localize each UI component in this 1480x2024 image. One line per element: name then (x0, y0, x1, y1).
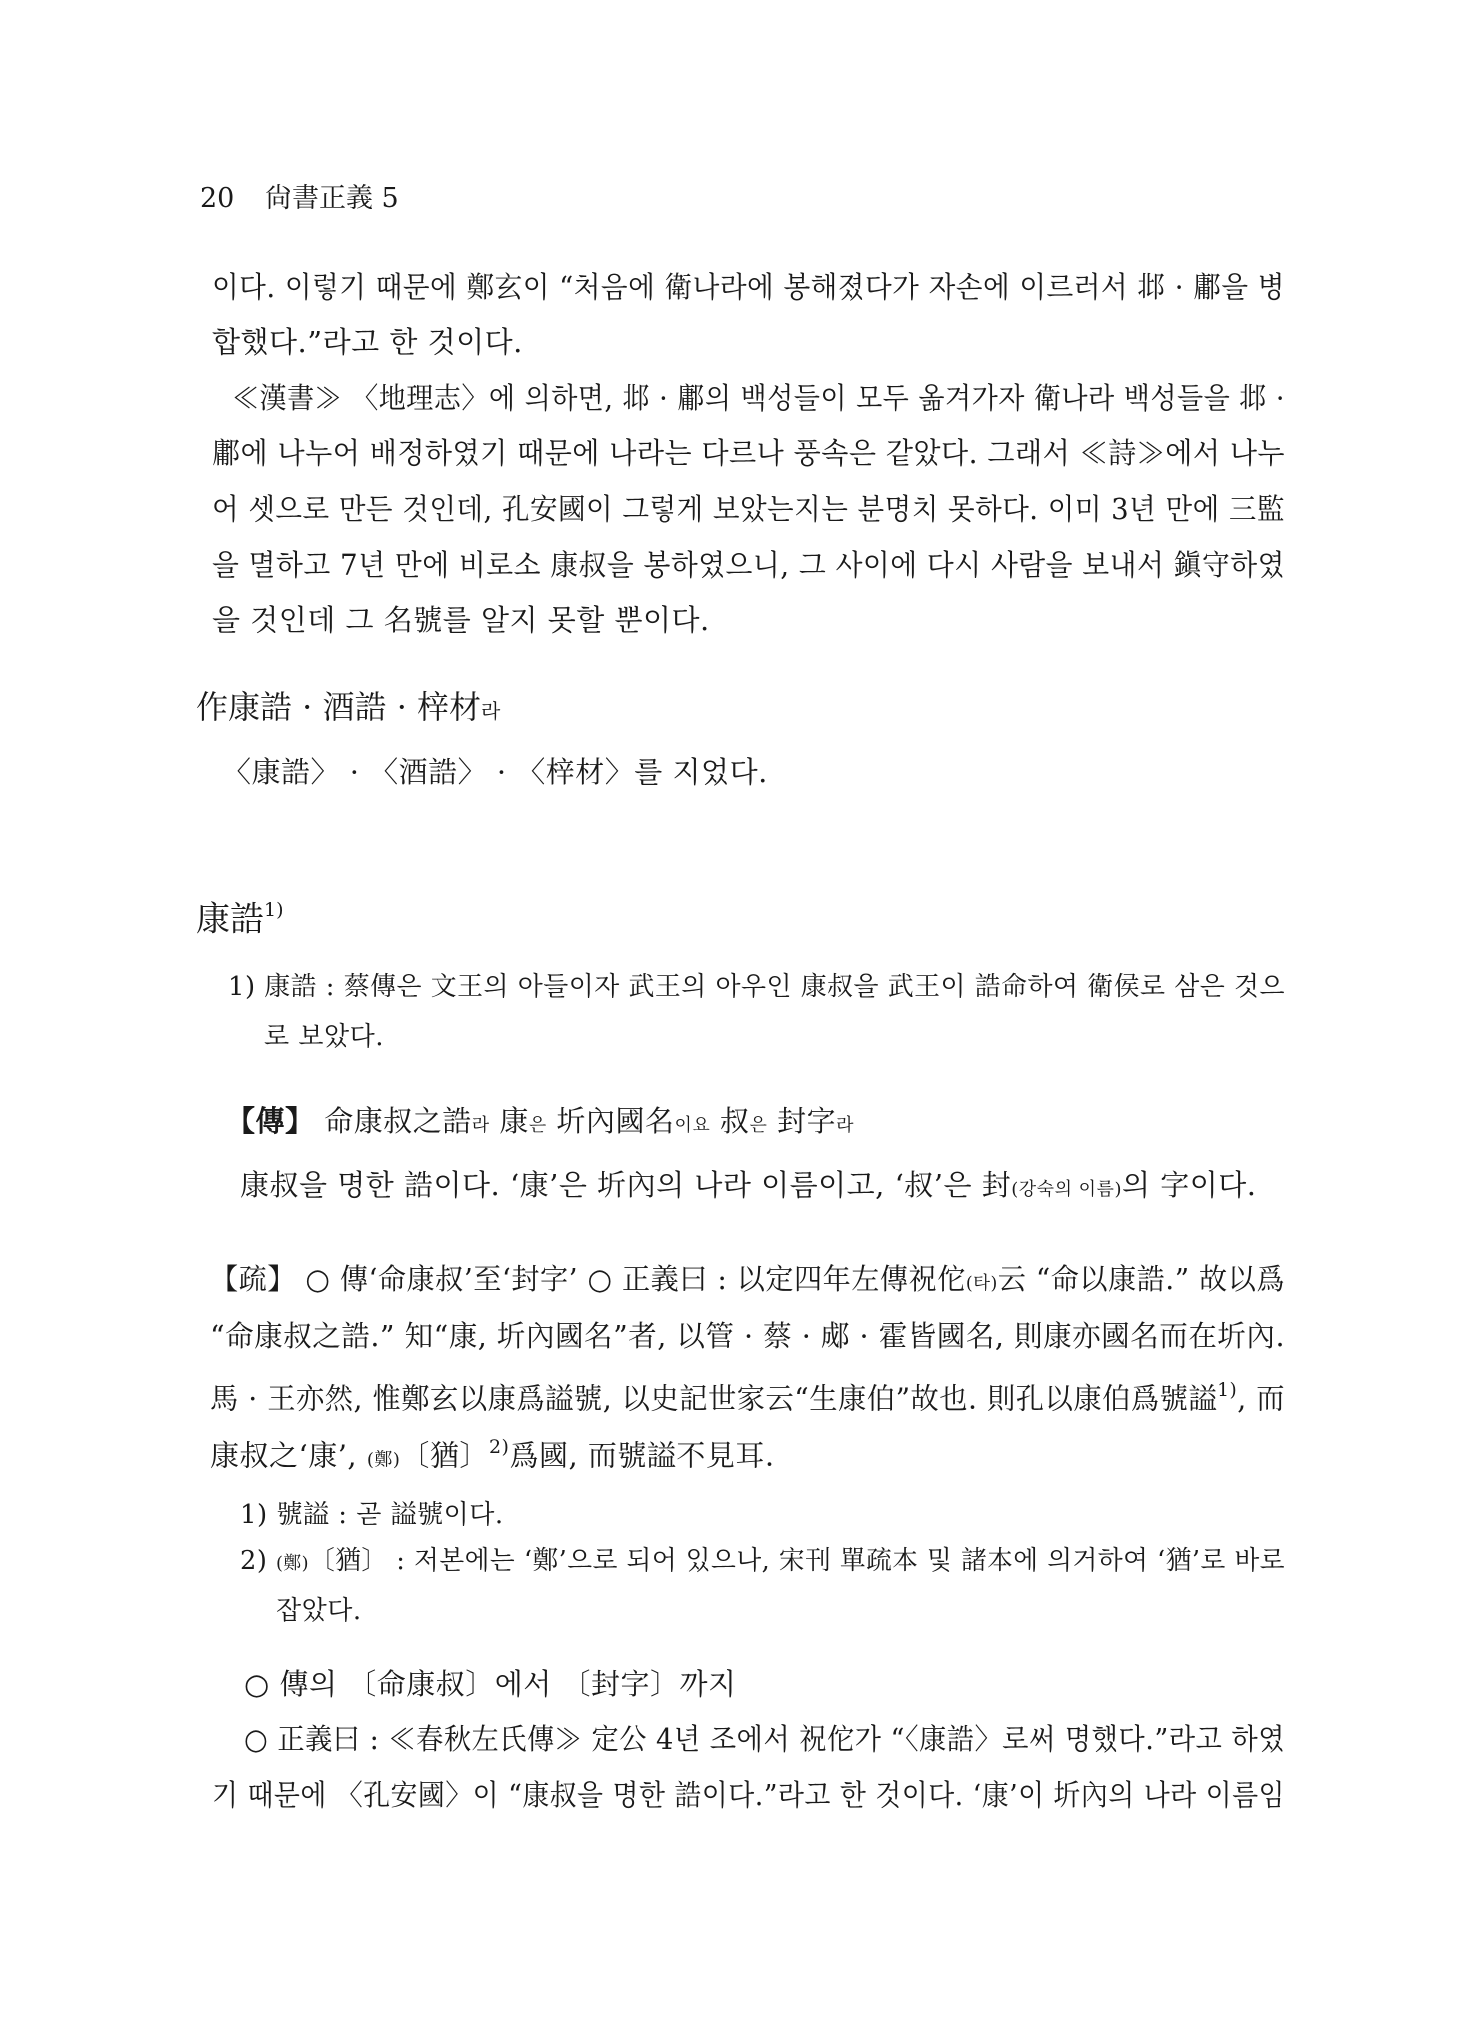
intro-line: ≪漢書≫ 〈地理志〉에 의하면, 邶 · 鄘의 백성들이 모두 옮겨가자 衛나라 백성들을 邶 · (232, 381, 1285, 415)
commentary-translation: 康叔을 명한 誥이다. ‘康’은 圻內의 나라 이름이고, ‘叔’은 封(강숙의 이름)의 字이다. (240, 1168, 1257, 1202)
commentary-line: 【傳】 命康叔之誥라 康은 圻內國名이요 叔은 封字라 (226, 1104, 855, 1138)
subcommentary-footnote: 1) 號謚 : 곧 謚號이다. (240, 1500, 504, 1530)
intro-line: 을 것인데 그 名號를 알지 못할 뿐이다. (212, 603, 710, 637)
intro-line: 합했다.”라고 한 것이다. (212, 325, 523, 359)
subcommentary-footnote-cont: 잡았다. (276, 1596, 362, 1626)
subcommentary-line: 馬 · 王亦然, 惟鄭玄以康爲謚號, 以史記世家云“生康伯”故也. 則孔以康伯爲號謚$^{1)}$, 而 (210, 1379, 1285, 1416)
intro-line: 을 멸하고 7년 만에 비로소 康叔을 봉하였으니, 그 사이에 다시 사람을 보내서 鎭守하였 (212, 548, 1285, 582)
intro-line: 어 셋으로 만든 것인데, 孔安國이 그렇게 보았는지는 분명치 못하다. 이미 3년 만에 三監 (212, 492, 1285, 526)
closing-line: ○ 正義曰 : ≪春秋左氏傳≫ 定公 4년 조에서 祝佗가 “〈康誥〉로써 명했다.”라고 하였 (244, 1722, 1286, 1756)
book-title: 尙書正義 5 (264, 183, 399, 214)
intro-line: 이다. 이렇기 때문에 鄭玄이 “처음에 衛나라에 봉해졌다가 자손에 이르러서 邶 · 鄘을 병 (212, 270, 1285, 304)
closing-line: 기 때문에 〈孔安國〉이 “康叔을 명한 誥이다.”라고 한 것이다. ‘康’이 圻內의 나라 이름임 (212, 1778, 1286, 1812)
running-header (200, 176, 399, 215)
subcommentary-footnote: 2) (鄭)〔猶〕 : 저본에는 ‘鄭’으로 되어 있으나, 宋刊 單疏本 및 諸本에 의거하여 ‘猶’로 바로 (240, 1546, 1286, 1576)
chapter-footnote: 1) 康誥 : 蔡傳은 文王의 아들이자 武王의 아우인 康叔을 武王이 誥命하여 衛侯로 삼은 것으 (228, 972, 1286, 1002)
classic-text-translation: 〈康誥〉 · 〈酒誥〉 · 〈梓材〉를 지었다. (222, 755, 768, 789)
intro-line: 鄘에 나누어 배정하였기 때문에 나라는 다르나 풍속은 같았다. 그래서 ≪詩≫에서 나누 (212, 436, 1286, 470)
chapter-footnote-cont: 로 보았다. (264, 1022, 384, 1052)
chapter-title: 康誥$^{1)}$ (196, 899, 284, 940)
classic-text-heading: 作康誥 · 酒誥 · 梓材라 (196, 688, 501, 726)
closing-line: ○ 傳의 〔命康叔〕에서 〔封字〕까지 (244, 1667, 737, 1701)
subcommentary-line: “命康叔之誥.” 知“康, 圻內國名”者, 以管 · 蔡 · 郕 · 霍皆國名, 則康亦國名而在圻內. (210, 1319, 1286, 1353)
subcommentary-line: 【疏】 ○ 傳‘命康叔’至‘封字’ ○ 正義曰 : 以定四年左傳祝佗(타)云 “命以康誥.” 故以爲 (210, 1262, 1285, 1296)
page-number: 20 (200, 183, 235, 214)
subcommentary-line: 康叔之‘康’, (鄭)〔猶〕$^{2)}$爲國, 而號謚不見耳. (210, 1436, 775, 1473)
